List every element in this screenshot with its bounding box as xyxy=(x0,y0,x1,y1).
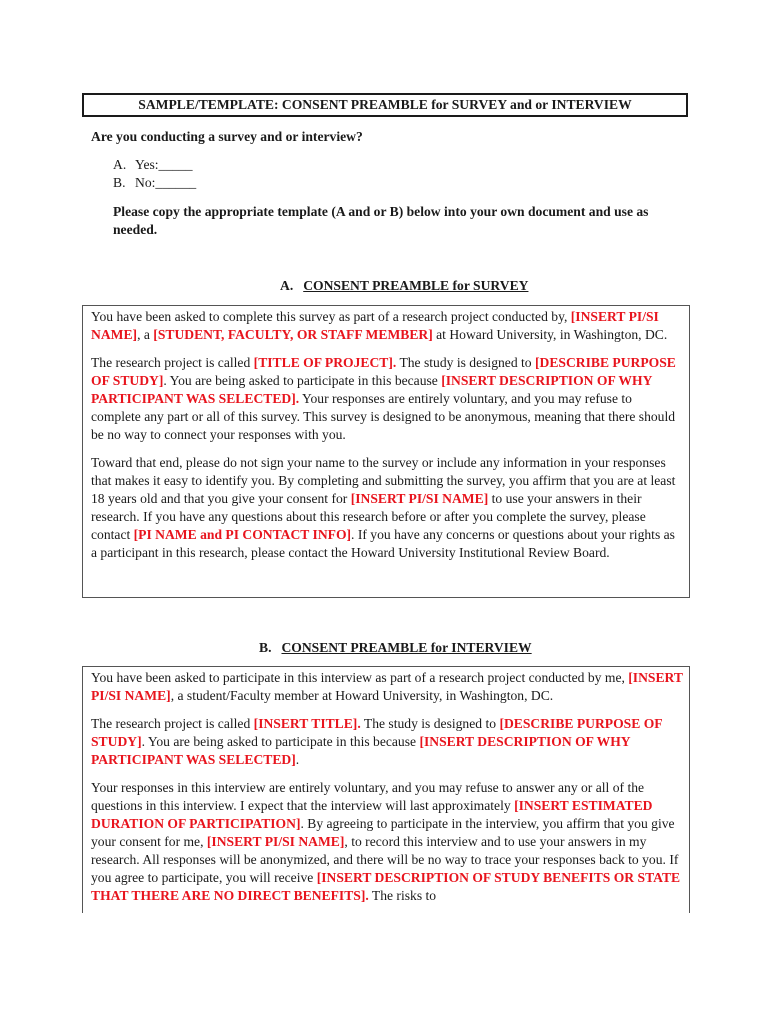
survey-question: Are you conducting a survey and or interview? xyxy=(91,129,363,144)
text-run: at Howard University, in Washington, DC. xyxy=(432,327,668,342)
placeholder: [INSERT DESCRIPTION OF WHY PARTICIPANT WAS SELECTED]. xyxy=(91,373,652,406)
text-run: , to record this interview and to use your answers in my research. All responses will be anonymized, and there will be no way to trace your responses back to you. If you agree to participate, you will receive xyxy=(91,834,679,885)
interview-consent-box xyxy=(82,666,690,913)
placeholder: [INSERT PI/SI NAME] xyxy=(350,491,489,506)
placeholder: [INSERT PI/SI NAME] xyxy=(91,670,683,703)
placeholder: [INSERT DESCRIPTION OF WHY PARTICIPANT WAS SELECTED] xyxy=(91,734,631,767)
interview-paragraph-2 xyxy=(91,715,683,769)
text-run: Your responses in this interview are entirely voluntary, and you may refuse to answer any or all of the questions in this interview. I expect that the interview will last approximately xyxy=(91,780,645,813)
section-a-heading xyxy=(280,277,528,295)
option-yes xyxy=(113,156,196,174)
placeholder: [INSERT PI/SI NAME] xyxy=(91,309,659,342)
text-run: . You are being asked to participate in this because xyxy=(141,734,420,749)
text-run: , a student/Faculty member at Howard University, in Washington, DC. xyxy=(170,688,554,703)
section-label: CONSENT PREAMBLE for INTERVIEW xyxy=(281,640,532,655)
text-run: . You are being asked to participate in this because xyxy=(163,373,442,388)
text-run: . xyxy=(295,752,300,767)
text-run: The research project is called xyxy=(91,355,254,370)
text-run: You have been asked to participate in this interview as part of a research project conducted by me, xyxy=(91,670,629,685)
placeholder: [TITLE OF PROJECT]. xyxy=(253,355,397,370)
placeholder: [STUDENT, FACULTY, OR STAFF MEMBER] xyxy=(153,327,433,342)
text-run: The study is designed to xyxy=(396,355,535,370)
text-run: . By agreeing to participate in the interview, you affirm that you give your consent for me, xyxy=(91,816,675,849)
interview-paragraph-1 xyxy=(91,669,683,705)
survey-paragraph-2 xyxy=(91,354,683,444)
document-title: SAMPLE/TEMPLATE: CONSENT PREAMBLE for SURVEY and or INTERVIEW xyxy=(82,93,688,117)
section-label: CONSENT PREAMBLE for SURVEY xyxy=(303,278,529,293)
text-run: The research project is called xyxy=(91,716,254,731)
text-run: Toward that end, please do not sign your name to the survey or include any information in your responses that makes it easy to identify you. By completing and submitting the survey, you affirm that you are at least 18 years old and that you give your consent for xyxy=(91,455,676,506)
placeholder: [DESCRIBE PURPOSE OF STUDY] xyxy=(91,716,663,749)
option-label: Yes:_____ xyxy=(135,157,193,172)
option-label: No:______ xyxy=(135,175,197,190)
option-letter: A. xyxy=(113,157,127,172)
text-run: to use your answers in their research. If you have any questions about this research before or after you complete the survey, please contact xyxy=(91,491,646,542)
text-run: . If you have any concerns or questions about your rights as a participant in this research, please contact the Howard University Institutional Review Board. xyxy=(91,527,675,560)
survey-paragraph-3 xyxy=(91,454,683,562)
answer-options xyxy=(113,156,196,192)
section-letter: A. xyxy=(280,278,294,293)
placeholder: [INSERT DESCRIPTION OF STUDY BENEFITS OR STATE THAT THERE ARE NO DIRECT BENEFITS]. xyxy=(91,870,681,903)
instruction-text: Please copy the appropriate template (A and or B) below into your own document and use as needed. xyxy=(113,204,649,237)
text-run: , a xyxy=(137,327,154,342)
survey-paragraph-1 xyxy=(91,308,683,344)
placeholder: [INSERT TITLE]. xyxy=(253,716,361,731)
section-letter: B. xyxy=(259,640,272,655)
text-run: The risks to xyxy=(368,888,437,903)
option-no xyxy=(113,174,196,192)
placeholder: [INSERT ESTIMATED DURATION OF PARTICIPATION] xyxy=(91,798,653,831)
interview-paragraph-3 xyxy=(91,779,683,905)
placeholder: [INSERT PI/SI NAME] xyxy=(206,834,345,849)
placeholder: [PI NAME and PI CONTACT INFO] xyxy=(133,527,352,542)
section-b-heading xyxy=(259,639,532,657)
text-run: The study is designed to xyxy=(360,716,500,731)
survey-consent-box xyxy=(82,305,690,598)
placeholder: [DESCRIBE PURPOSE OF STUDY] xyxy=(91,355,676,388)
text-run: Your responses are entirely voluntary, and you may refuse to complete any part or all of this survey. This survey is designed to be anonymous, meaning that there should be no way to connect your responses with you. xyxy=(91,391,676,442)
option-letter: B. xyxy=(113,175,126,190)
text-run: You have been asked to complete this survey as part of a research project conducted by, xyxy=(91,309,571,324)
